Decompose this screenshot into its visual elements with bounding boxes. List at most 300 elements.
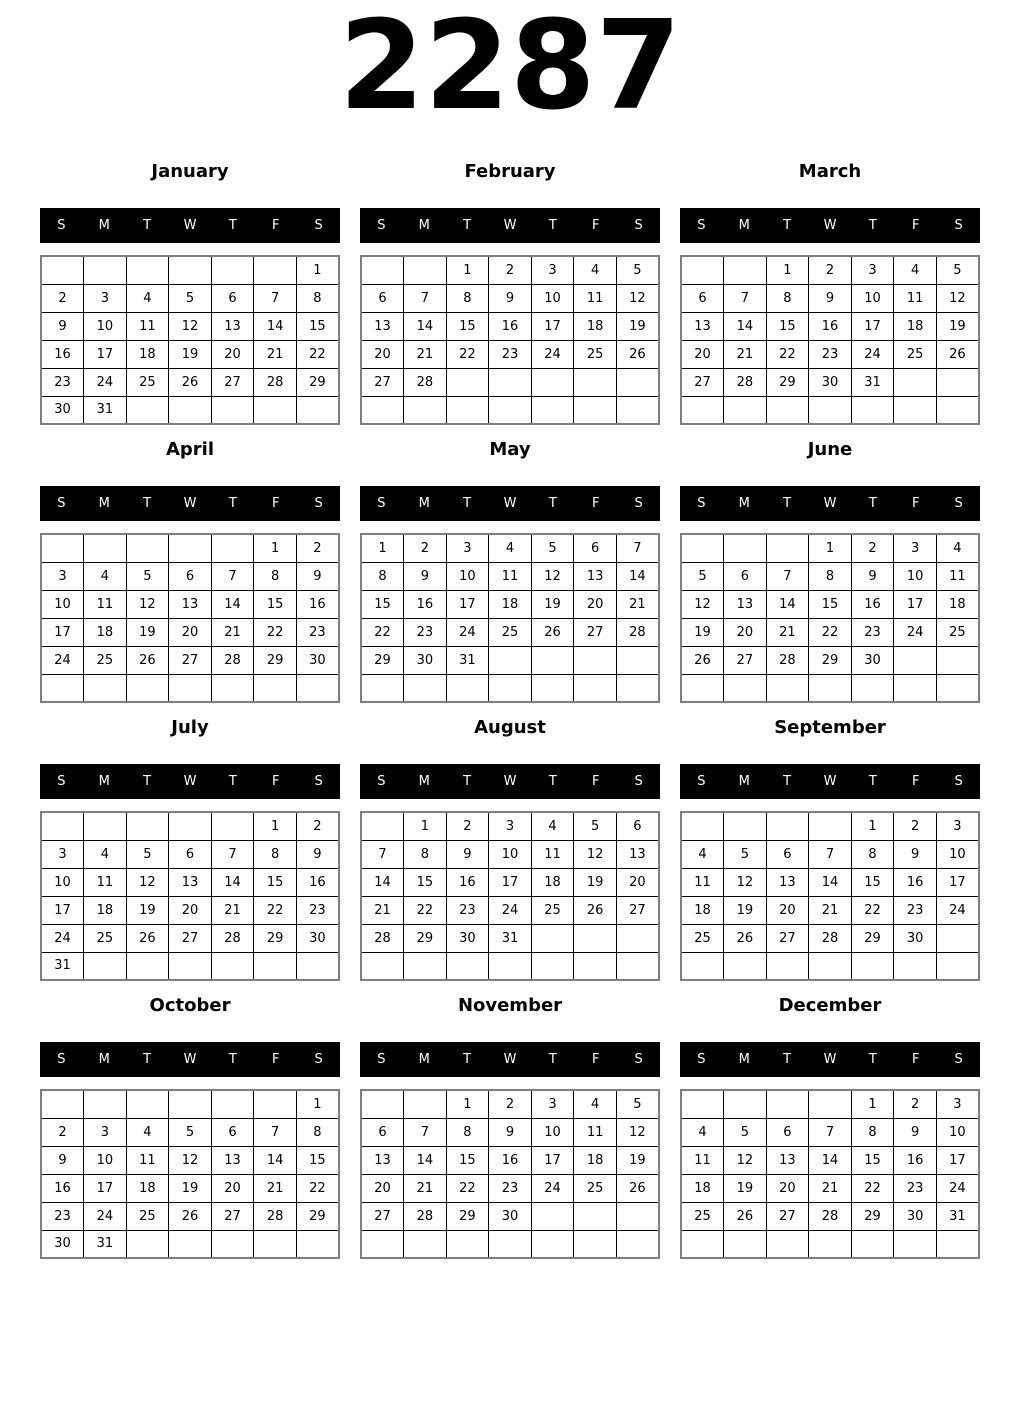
date-cell: 1 bbox=[254, 812, 297, 840]
empty-date-cell bbox=[574, 924, 617, 952]
week-row bbox=[41, 256, 339, 284]
date-cell: 6 bbox=[169, 840, 212, 868]
date-cell: 12 bbox=[169, 1146, 212, 1174]
date-cell: 29 bbox=[404, 924, 447, 952]
empty-date-cell bbox=[84, 534, 127, 562]
empty-date-cell bbox=[126, 812, 169, 840]
weekday-label: S bbox=[314, 496, 323, 511]
weekday-label: S bbox=[314, 774, 323, 789]
date-cell: 24 bbox=[84, 368, 127, 396]
date-cell: 20 bbox=[766, 896, 809, 924]
week-row bbox=[681, 1202, 979, 1230]
week-row bbox=[681, 590, 979, 618]
week-row bbox=[681, 1118, 979, 1146]
weekday-header-row bbox=[360, 208, 660, 243]
date-cell: 30 bbox=[446, 924, 489, 952]
month-grid bbox=[40, 811, 340, 981]
date-cell: 6 bbox=[766, 1118, 809, 1146]
date-cell: 25 bbox=[84, 646, 127, 674]
date-cell: 7 bbox=[361, 840, 404, 868]
date-cell: 27 bbox=[169, 924, 212, 952]
empty-date-cell bbox=[574, 1230, 617, 1258]
weekday-label: F bbox=[271, 774, 280, 789]
weekday-label: F bbox=[911, 774, 920, 789]
date-cell: 25 bbox=[894, 340, 937, 368]
week-row bbox=[681, 1146, 979, 1174]
date-cell: 22 bbox=[254, 618, 297, 646]
week-row bbox=[41, 534, 339, 562]
date-cell: 4 bbox=[531, 812, 574, 840]
empty-date-cell bbox=[616, 952, 659, 980]
empty-date-cell bbox=[126, 952, 169, 980]
date-cell: 16 bbox=[894, 1146, 937, 1174]
date-cell: 28 bbox=[254, 368, 297, 396]
weekday-label: T bbox=[868, 496, 877, 511]
date-cell: 20 bbox=[724, 618, 767, 646]
empty-date-cell bbox=[489, 952, 532, 980]
date-cell: 14 bbox=[254, 312, 297, 340]
week-row bbox=[41, 590, 339, 618]
date-cell: 25 bbox=[681, 924, 724, 952]
weekday-label: W bbox=[183, 496, 197, 511]
week-row bbox=[681, 312, 979, 340]
weekday-label: W bbox=[183, 1052, 197, 1067]
empty-date-cell bbox=[446, 368, 489, 396]
month-title: February bbox=[464, 161, 556, 182]
date-cell: 12 bbox=[616, 284, 659, 312]
week-row bbox=[41, 868, 339, 896]
empty-date-cell bbox=[361, 396, 404, 424]
date-cell: 12 bbox=[574, 840, 617, 868]
week-row bbox=[41, 840, 339, 868]
date-cell: 4 bbox=[574, 256, 617, 284]
weekday-label: S bbox=[634, 218, 643, 233]
date-cell: 23 bbox=[489, 1174, 532, 1202]
date-cell: 3 bbox=[489, 812, 532, 840]
date-cell: 29 bbox=[296, 368, 339, 396]
date-cell: 23 bbox=[894, 896, 937, 924]
empty-date-cell bbox=[84, 812, 127, 840]
empty-date-cell bbox=[169, 256, 212, 284]
date-cell: 20 bbox=[211, 1174, 254, 1202]
month-grid bbox=[360, 533, 660, 703]
empty-date-cell bbox=[894, 368, 937, 396]
weekday-label: F bbox=[591, 774, 600, 789]
weekday-label: M bbox=[738, 774, 750, 789]
date-cell: 16 bbox=[894, 868, 937, 896]
week-row bbox=[361, 368, 659, 396]
date-cell: 1 bbox=[851, 1090, 894, 1118]
date-cell: 17 bbox=[851, 312, 894, 340]
weekday-label: S bbox=[377, 774, 386, 789]
date-cell: 22 bbox=[254, 896, 297, 924]
date-cell: 17 bbox=[41, 618, 84, 646]
date-cell: 5 bbox=[616, 1090, 659, 1118]
date-cell: 16 bbox=[296, 868, 339, 896]
date-cell: 23 bbox=[894, 1174, 937, 1202]
week-row bbox=[681, 396, 979, 424]
date-cell: 16 bbox=[851, 590, 894, 618]
weekday-label: F bbox=[591, 1052, 600, 1067]
empty-date-cell bbox=[616, 924, 659, 952]
empty-date-cell bbox=[296, 674, 339, 702]
date-cell: 20 bbox=[616, 868, 659, 896]
date-cell: 7 bbox=[211, 840, 254, 868]
empty-date-cell bbox=[936, 646, 979, 674]
date-cell: 22 bbox=[766, 340, 809, 368]
week-row bbox=[361, 340, 659, 368]
date-cell: 11 bbox=[531, 840, 574, 868]
date-cell: 9 bbox=[894, 840, 937, 868]
empty-date-cell bbox=[724, 396, 767, 424]
empty-date-cell bbox=[809, 396, 852, 424]
date-cell: 17 bbox=[446, 590, 489, 618]
weekday-label: M bbox=[418, 496, 430, 511]
date-cell: 18 bbox=[126, 1174, 169, 1202]
date-cell: 11 bbox=[681, 1146, 724, 1174]
week-row bbox=[361, 812, 659, 840]
empty-date-cell bbox=[41, 812, 84, 840]
date-cell: 12 bbox=[724, 868, 767, 896]
date-cell: 3 bbox=[84, 284, 127, 312]
date-cell: 5 bbox=[169, 284, 212, 312]
weekday-label: S bbox=[377, 496, 386, 511]
empty-date-cell bbox=[894, 952, 937, 980]
week-row bbox=[41, 396, 339, 424]
date-cell: 16 bbox=[809, 312, 852, 340]
empty-date-cell bbox=[616, 646, 659, 674]
empty-date-cell bbox=[41, 674, 84, 702]
date-cell: 7 bbox=[809, 840, 852, 868]
date-cell: 13 bbox=[211, 1146, 254, 1174]
date-cell: 21 bbox=[766, 618, 809, 646]
date-cell: 1 bbox=[296, 256, 339, 284]
empty-date-cell bbox=[126, 534, 169, 562]
weekday-label: S bbox=[697, 496, 706, 511]
week-row bbox=[361, 396, 659, 424]
date-cell: 21 bbox=[724, 340, 767, 368]
date-cell: 9 bbox=[489, 1118, 532, 1146]
date-cell: 23 bbox=[809, 340, 852, 368]
month-title: July bbox=[171, 717, 209, 738]
empty-date-cell bbox=[169, 396, 212, 424]
week-row bbox=[681, 340, 979, 368]
date-cell: 1 bbox=[404, 812, 447, 840]
empty-date-cell bbox=[766, 1090, 809, 1118]
empty-date-cell bbox=[531, 396, 574, 424]
week-row bbox=[361, 1118, 659, 1146]
date-cell: 14 bbox=[809, 1146, 852, 1174]
date-cell: 25 bbox=[936, 618, 979, 646]
date-cell: 23 bbox=[41, 368, 84, 396]
week-row bbox=[361, 1230, 659, 1258]
date-cell: 19 bbox=[126, 618, 169, 646]
date-cell: 6 bbox=[211, 1118, 254, 1146]
month-grid bbox=[680, 533, 980, 703]
weekday-label: T bbox=[143, 218, 152, 233]
date-cell: 11 bbox=[681, 868, 724, 896]
weekday-label: M bbox=[98, 218, 110, 233]
date-cell: 13 bbox=[361, 312, 404, 340]
empty-date-cell bbox=[724, 534, 767, 562]
empty-date-cell bbox=[169, 952, 212, 980]
empty-date-cell bbox=[936, 396, 979, 424]
weekday-label: S bbox=[57, 496, 66, 511]
empty-date-cell bbox=[361, 674, 404, 702]
empty-date-cell bbox=[404, 256, 447, 284]
date-cell: 20 bbox=[211, 340, 254, 368]
empty-date-cell bbox=[851, 396, 894, 424]
week-row bbox=[681, 1174, 979, 1202]
date-cell: 28 bbox=[766, 646, 809, 674]
week-row bbox=[681, 812, 979, 840]
date-cell: 20 bbox=[169, 896, 212, 924]
empty-date-cell bbox=[936, 368, 979, 396]
date-cell: 13 bbox=[211, 312, 254, 340]
date-cell: 18 bbox=[894, 312, 937, 340]
date-cell: 4 bbox=[84, 840, 127, 868]
date-cell: 5 bbox=[681, 562, 724, 590]
date-cell: 21 bbox=[809, 1174, 852, 1202]
date-cell: 31 bbox=[851, 368, 894, 396]
empty-date-cell bbox=[126, 1230, 169, 1258]
month-grid-body bbox=[41, 1090, 339, 1258]
date-cell: 4 bbox=[84, 562, 127, 590]
weekday-label: S bbox=[954, 496, 963, 511]
date-cell: 9 bbox=[851, 562, 894, 590]
date-cell: 1 bbox=[446, 1090, 489, 1118]
empty-date-cell bbox=[361, 1230, 404, 1258]
weekday-label: W bbox=[823, 496, 837, 511]
date-cell: 28 bbox=[254, 1202, 297, 1230]
month-grid bbox=[360, 1089, 660, 1259]
month-grid-body bbox=[41, 534, 339, 702]
date-cell: 11 bbox=[126, 312, 169, 340]
empty-date-cell bbox=[936, 924, 979, 952]
date-cell: 17 bbox=[936, 868, 979, 896]
date-cell: 29 bbox=[851, 1202, 894, 1230]
date-cell: 17 bbox=[936, 1146, 979, 1174]
date-cell: 28 bbox=[404, 1202, 447, 1230]
empty-date-cell bbox=[211, 534, 254, 562]
date-cell: 7 bbox=[254, 284, 297, 312]
date-cell: 15 bbox=[361, 590, 404, 618]
date-cell: 7 bbox=[724, 284, 767, 312]
date-cell: 8 bbox=[296, 284, 339, 312]
date-cell: 11 bbox=[126, 1146, 169, 1174]
empty-date-cell bbox=[211, 396, 254, 424]
week-row bbox=[361, 1202, 659, 1230]
month-title: April bbox=[165, 439, 215, 460]
week-row bbox=[41, 1230, 339, 1258]
date-cell: 11 bbox=[84, 590, 127, 618]
date-cell: 1 bbox=[361, 534, 404, 562]
date-cell: 31 bbox=[84, 1230, 127, 1258]
month-grid-body bbox=[361, 256, 659, 424]
date-cell: 16 bbox=[41, 1174, 84, 1202]
date-cell: 13 bbox=[169, 868, 212, 896]
empty-date-cell bbox=[616, 674, 659, 702]
empty-date-cell bbox=[169, 1090, 212, 1118]
month-grid-body bbox=[681, 256, 979, 424]
weekday-label: M bbox=[98, 774, 110, 789]
weekday-label: F bbox=[911, 1052, 920, 1067]
date-cell: 13 bbox=[616, 840, 659, 868]
year-title: 2287 bbox=[338, 0, 682, 138]
date-cell: 3 bbox=[41, 562, 84, 590]
date-cell: 1 bbox=[851, 812, 894, 840]
weekday-label: M bbox=[98, 1052, 110, 1067]
date-cell: 13 bbox=[766, 868, 809, 896]
date-cell: 30 bbox=[41, 1230, 84, 1258]
date-cell: 17 bbox=[41, 896, 84, 924]
date-cell: 15 bbox=[296, 1146, 339, 1174]
date-cell: 15 bbox=[296, 312, 339, 340]
date-cell: 23 bbox=[851, 618, 894, 646]
empty-date-cell bbox=[851, 1230, 894, 1258]
empty-date-cell bbox=[681, 256, 724, 284]
date-cell: 15 bbox=[809, 590, 852, 618]
empty-date-cell bbox=[296, 396, 339, 424]
weekday-label: S bbox=[634, 1052, 643, 1067]
date-cell: 26 bbox=[616, 1174, 659, 1202]
date-cell: 15 bbox=[851, 1146, 894, 1174]
empty-date-cell bbox=[574, 1202, 617, 1230]
month-calendar bbox=[360, 160, 660, 425]
date-cell: 29 bbox=[766, 368, 809, 396]
empty-date-cell bbox=[489, 646, 532, 674]
empty-date-cell bbox=[361, 812, 404, 840]
empty-date-cell bbox=[681, 396, 724, 424]
empty-date-cell bbox=[894, 396, 937, 424]
empty-date-cell bbox=[169, 1230, 212, 1258]
date-cell: 23 bbox=[404, 618, 447, 646]
empty-date-cell bbox=[446, 1230, 489, 1258]
empty-date-cell bbox=[724, 674, 767, 702]
date-cell: 7 bbox=[211, 562, 254, 590]
empty-date-cell bbox=[211, 812, 254, 840]
weekday-label: T bbox=[783, 496, 792, 511]
weekday-label: S bbox=[954, 774, 963, 789]
date-cell: 29 bbox=[254, 646, 297, 674]
weekday-label: M bbox=[738, 218, 750, 233]
date-cell: 26 bbox=[724, 924, 767, 952]
date-cell: 26 bbox=[169, 368, 212, 396]
date-cell: 14 bbox=[361, 868, 404, 896]
week-row bbox=[681, 896, 979, 924]
week-row bbox=[681, 1090, 979, 1118]
empty-date-cell bbox=[574, 396, 617, 424]
date-cell: 5 bbox=[574, 812, 617, 840]
weekday-label: T bbox=[228, 496, 237, 511]
month-title: October bbox=[149, 995, 231, 1016]
empty-date-cell bbox=[126, 674, 169, 702]
date-cell: 22 bbox=[296, 340, 339, 368]
empty-date-cell bbox=[724, 1090, 767, 1118]
week-row bbox=[681, 924, 979, 952]
weekday-label: T bbox=[548, 218, 557, 233]
date-cell: 8 bbox=[446, 1118, 489, 1146]
date-cell: 14 bbox=[616, 562, 659, 590]
date-cell: 19 bbox=[531, 590, 574, 618]
date-cell: 3 bbox=[851, 256, 894, 284]
month-grid bbox=[40, 533, 340, 703]
empty-date-cell bbox=[531, 368, 574, 396]
week-row bbox=[41, 646, 339, 674]
date-cell: 10 bbox=[41, 868, 84, 896]
week-row bbox=[41, 674, 339, 702]
month-calendar bbox=[360, 994, 660, 1259]
weekday-label: F bbox=[271, 496, 280, 511]
date-cell: 12 bbox=[169, 312, 212, 340]
empty-date-cell bbox=[254, 396, 297, 424]
month-grid-body bbox=[41, 812, 339, 980]
weekday-label: W bbox=[503, 774, 517, 789]
date-cell: 8 bbox=[296, 1118, 339, 1146]
weekday-label: T bbox=[228, 774, 237, 789]
weekday-label: T bbox=[548, 774, 557, 789]
date-cell: 14 bbox=[404, 1146, 447, 1174]
weekday-label: F bbox=[271, 1052, 280, 1067]
date-cell: 31 bbox=[936, 1202, 979, 1230]
empty-date-cell bbox=[724, 952, 767, 980]
date-cell: 19 bbox=[169, 1174, 212, 1202]
week-row bbox=[681, 256, 979, 284]
weekday-label: S bbox=[954, 218, 963, 233]
date-cell: 20 bbox=[766, 1174, 809, 1202]
date-cell: 4 bbox=[489, 534, 532, 562]
date-cell: 16 bbox=[489, 312, 532, 340]
weekday-label: T bbox=[143, 774, 152, 789]
date-cell: 6 bbox=[211, 284, 254, 312]
date-cell: 8 bbox=[404, 840, 447, 868]
date-cell: 13 bbox=[574, 562, 617, 590]
date-cell: 7 bbox=[809, 1118, 852, 1146]
date-cell: 7 bbox=[616, 534, 659, 562]
month-grid-body bbox=[361, 534, 659, 702]
empty-date-cell bbox=[766, 674, 809, 702]
empty-date-cell bbox=[894, 1230, 937, 1258]
date-cell: 4 bbox=[126, 1118, 169, 1146]
weekday-label: S bbox=[314, 1052, 323, 1067]
date-cell: 18 bbox=[489, 590, 532, 618]
weekday-label: T bbox=[463, 1052, 472, 1067]
date-cell: 30 bbox=[296, 924, 339, 952]
date-cell: 6 bbox=[361, 284, 404, 312]
date-cell: 13 bbox=[681, 312, 724, 340]
empty-date-cell bbox=[211, 256, 254, 284]
month-title: August bbox=[474, 717, 546, 738]
weekday-header-row bbox=[680, 208, 980, 243]
week-row bbox=[41, 1174, 339, 1202]
week-row bbox=[361, 534, 659, 562]
empty-date-cell bbox=[724, 256, 767, 284]
week-row bbox=[361, 256, 659, 284]
date-cell: 26 bbox=[531, 618, 574, 646]
empty-date-cell bbox=[851, 674, 894, 702]
date-cell: 26 bbox=[574, 896, 617, 924]
date-cell: 17 bbox=[84, 340, 127, 368]
weekday-label: W bbox=[503, 218, 517, 233]
weekday-label: F bbox=[911, 496, 920, 511]
date-cell: 26 bbox=[936, 340, 979, 368]
date-cell: 21 bbox=[616, 590, 659, 618]
empty-date-cell bbox=[531, 924, 574, 952]
date-cell: 10 bbox=[84, 1146, 127, 1174]
empty-date-cell bbox=[574, 646, 617, 674]
weekday-label: S bbox=[377, 1052, 386, 1067]
date-cell: 27 bbox=[169, 646, 212, 674]
